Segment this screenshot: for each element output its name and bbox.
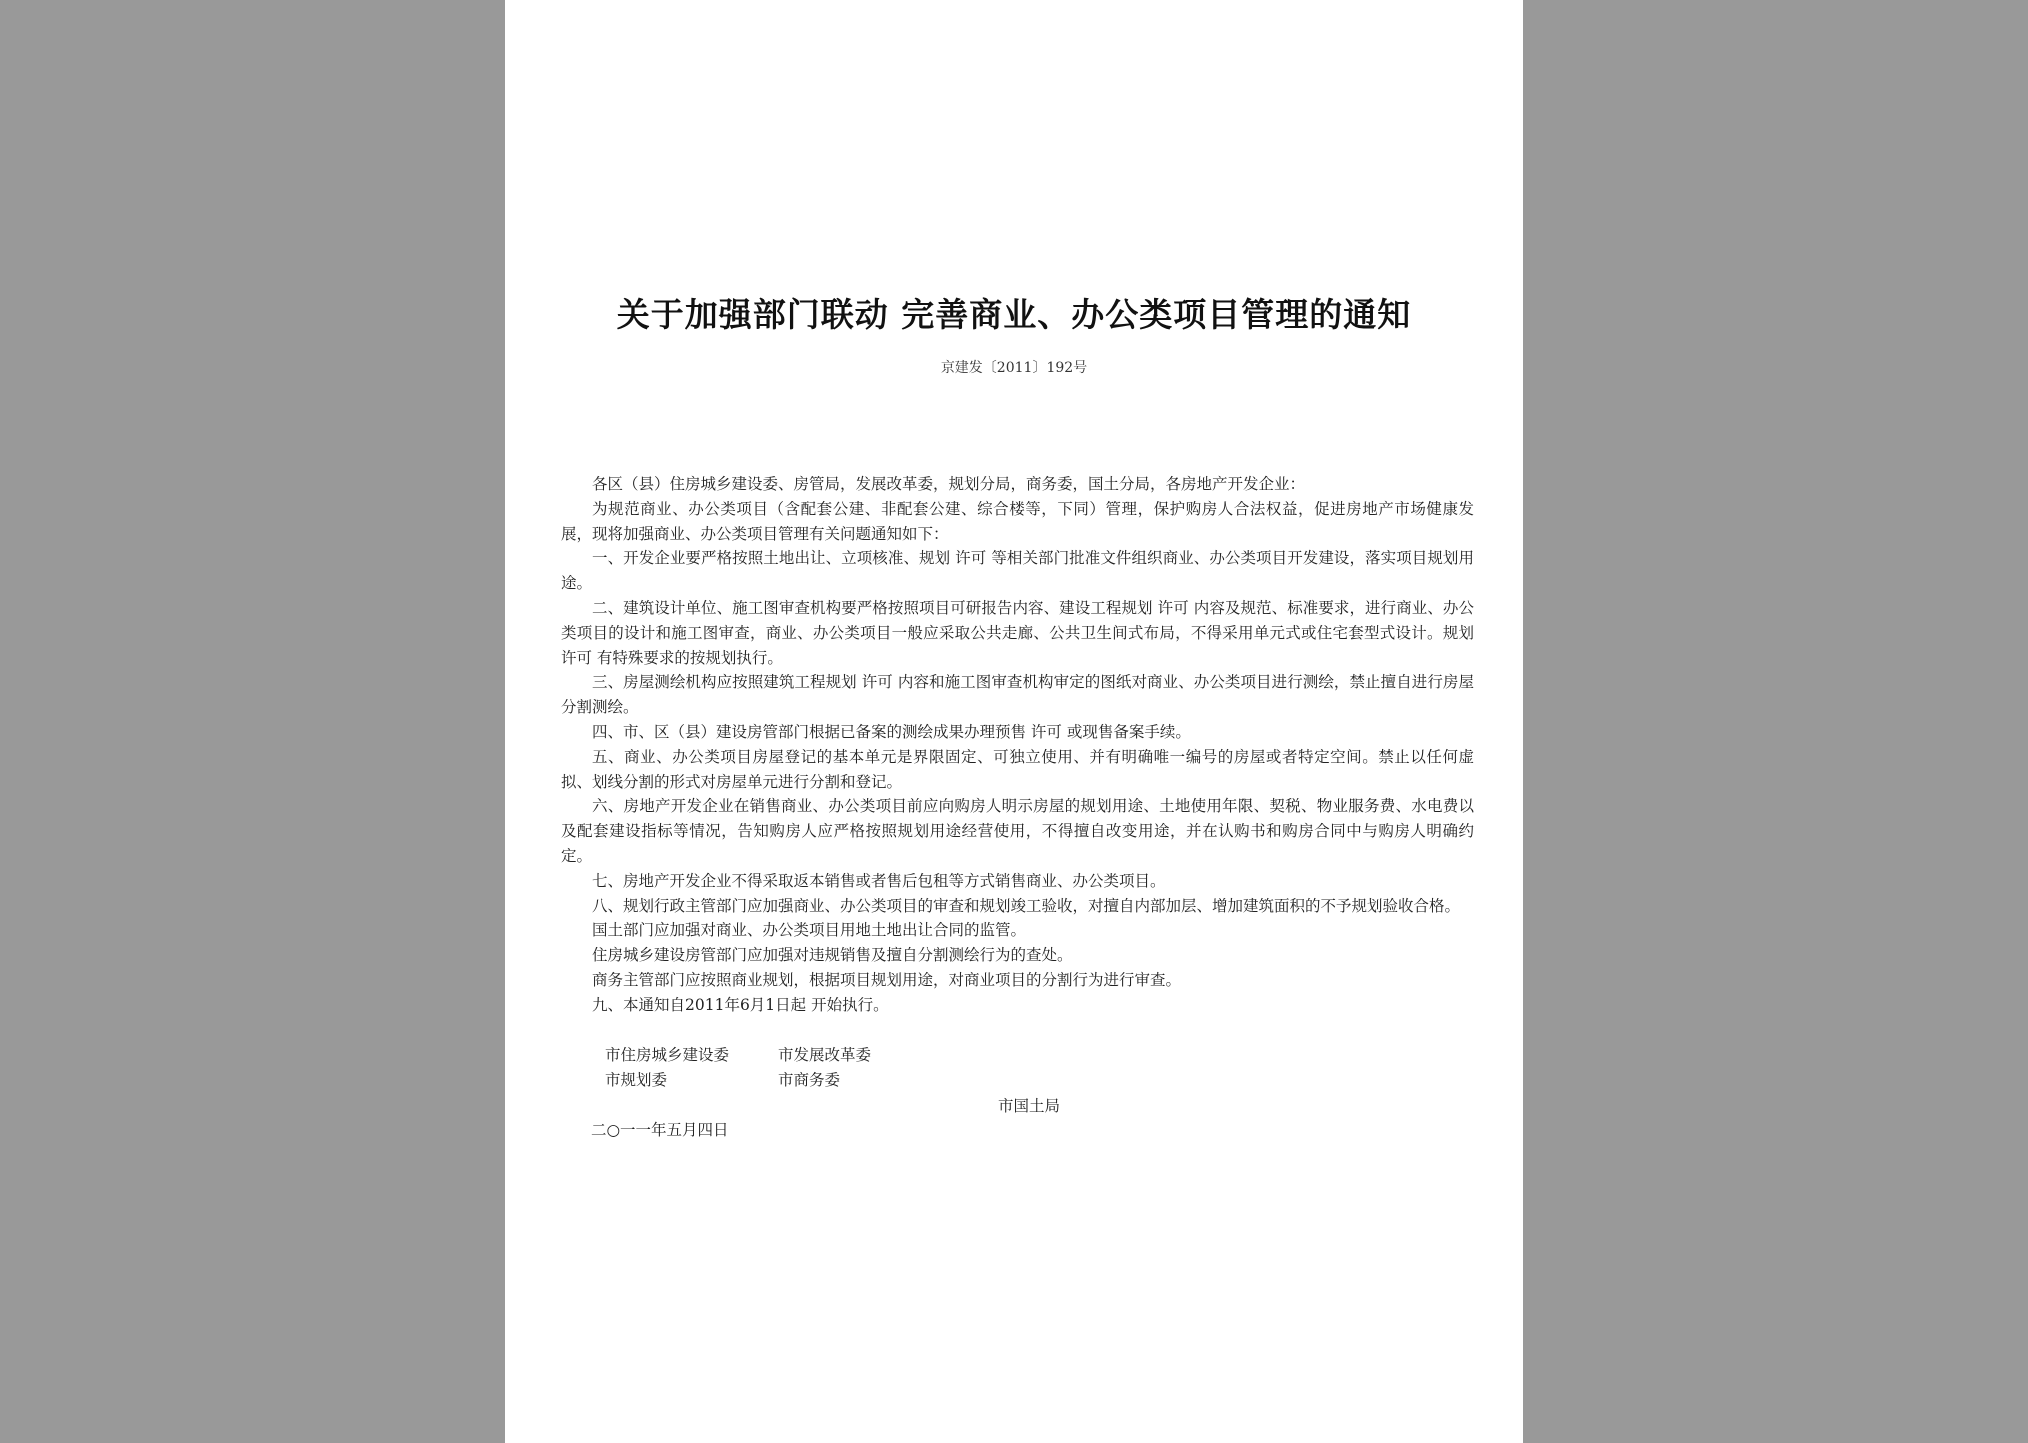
document-date: 二○一一年五月四日: [591, 1121, 729, 1139]
document-page: [505, 0, 1523, 1443]
paragraph: 商务主管部门应按照商业规划，根据项目规划用途，对商业项目的分割行为进行审查。: [592, 970, 1182, 989]
salutation: 各区（县）住房城乡建设委、房管局，发展改革委，规划分局，商务委，国土分局，各房地产开发企业：: [592, 475, 1306, 493]
signatory-commerce-committee: 市商务委: [778, 1071, 841, 1089]
paragraph: 九、本通知自2011年6月1日起 开始执行。: [592, 995, 889, 1014]
signatory-housing-committee: 市住房城乡建设委: [605, 1046, 730, 1064]
paragraph: 国土部门应加强对商业、办公类项目用地土地出让合同的监管。: [592, 921, 1027, 940]
signatory-land-bureau: 市国土局: [998, 1097, 1061, 1115]
paragraph: 四、市、区（县）建设房管部门根据已备案的测绘成果办理预售 许可 或现售备案手续。: [592, 722, 1191, 741]
document-title: 关于加强部门联动 完善商业、办公类项目管理的通知: [616, 295, 1412, 334]
paragraph: 住房城乡建设房管部门应加强对违规销售及擅自分割测绘行为的查处。: [592, 946, 1073, 965]
paragraph: 八、规划行政主管部门应加强商业、办公类项目的审查和规划竣工验收，对擅自内部加层、增加建筑面积的不予规划验收合格。: [592, 896, 1461, 915]
paragraph: 一、开发企业要严格按照土地出让、立项核准、规划 许可 等相关部门批准文件组织商业、办公类项目开发建设，落实项目规划用途。: [561, 549, 1474, 593]
paragraph: 三、房屋测绘机构应按照建筑工程规划 许可 内容和施工图审查机构审定的图纸对商业、办公类项目进行测绘，禁止擅自进行房屋分割测绘。: [561, 673, 1474, 717]
paragraph: 二、建筑设计单位、施工图审查机构要严格按照项目可研报告内容、建设工程规划 许可 内容及规范、标准要求，进行商业、办公类项目的设计和施工图审查，商业、办公类项目一般应采取公共走廊、公共卫生间式布局，不得采用单元式或住宅套型式设计。规划 许可 有特殊要求的按规划执行。: [561, 598, 1474, 667]
paragraph: 七、房地产开发企业不得采取返本销售或者售后包租等方式销售商业、办公类项目。: [592, 871, 1166, 890]
signatory-planning-committee: 市规划委: [605, 1071, 668, 1089]
paragraph: 五、商业、办公类项目房屋登记的基本单元是界限固定、可独立使用、并有明确唯一编号的房屋或者特定空间。禁止以任何虚拟、划线分割的形式对房屋单元进行分割和登记。: [561, 747, 1474, 791]
signatory-development-reform: 市发展改革委: [778, 1046, 872, 1064]
document-body: [561, 472, 1474, 1018]
paragraph: 六、房地产开发企业在销售商业、办公类项目前应向购房人明示房屋的规划用途、土地使用年限、契税、物业服务费、水电费以及配套建设指标等情况，告知购房人应严格按照规划用途经营使用，不得擅自改变用途，并在认购书和购房合同中与购房人明确约定。: [561, 797, 1474, 865]
paragraph: 为规范商业、办公类项目（含配套公建、非配套公建、综合楼等，下同）管理，保护购房人合法权益，促进房地产市场健康发展，现将加强商业、办公类项目管理有关问题通知如下：: [561, 499, 1474, 543]
document-number: 京建发〔2011〕192号: [940, 360, 1088, 376]
